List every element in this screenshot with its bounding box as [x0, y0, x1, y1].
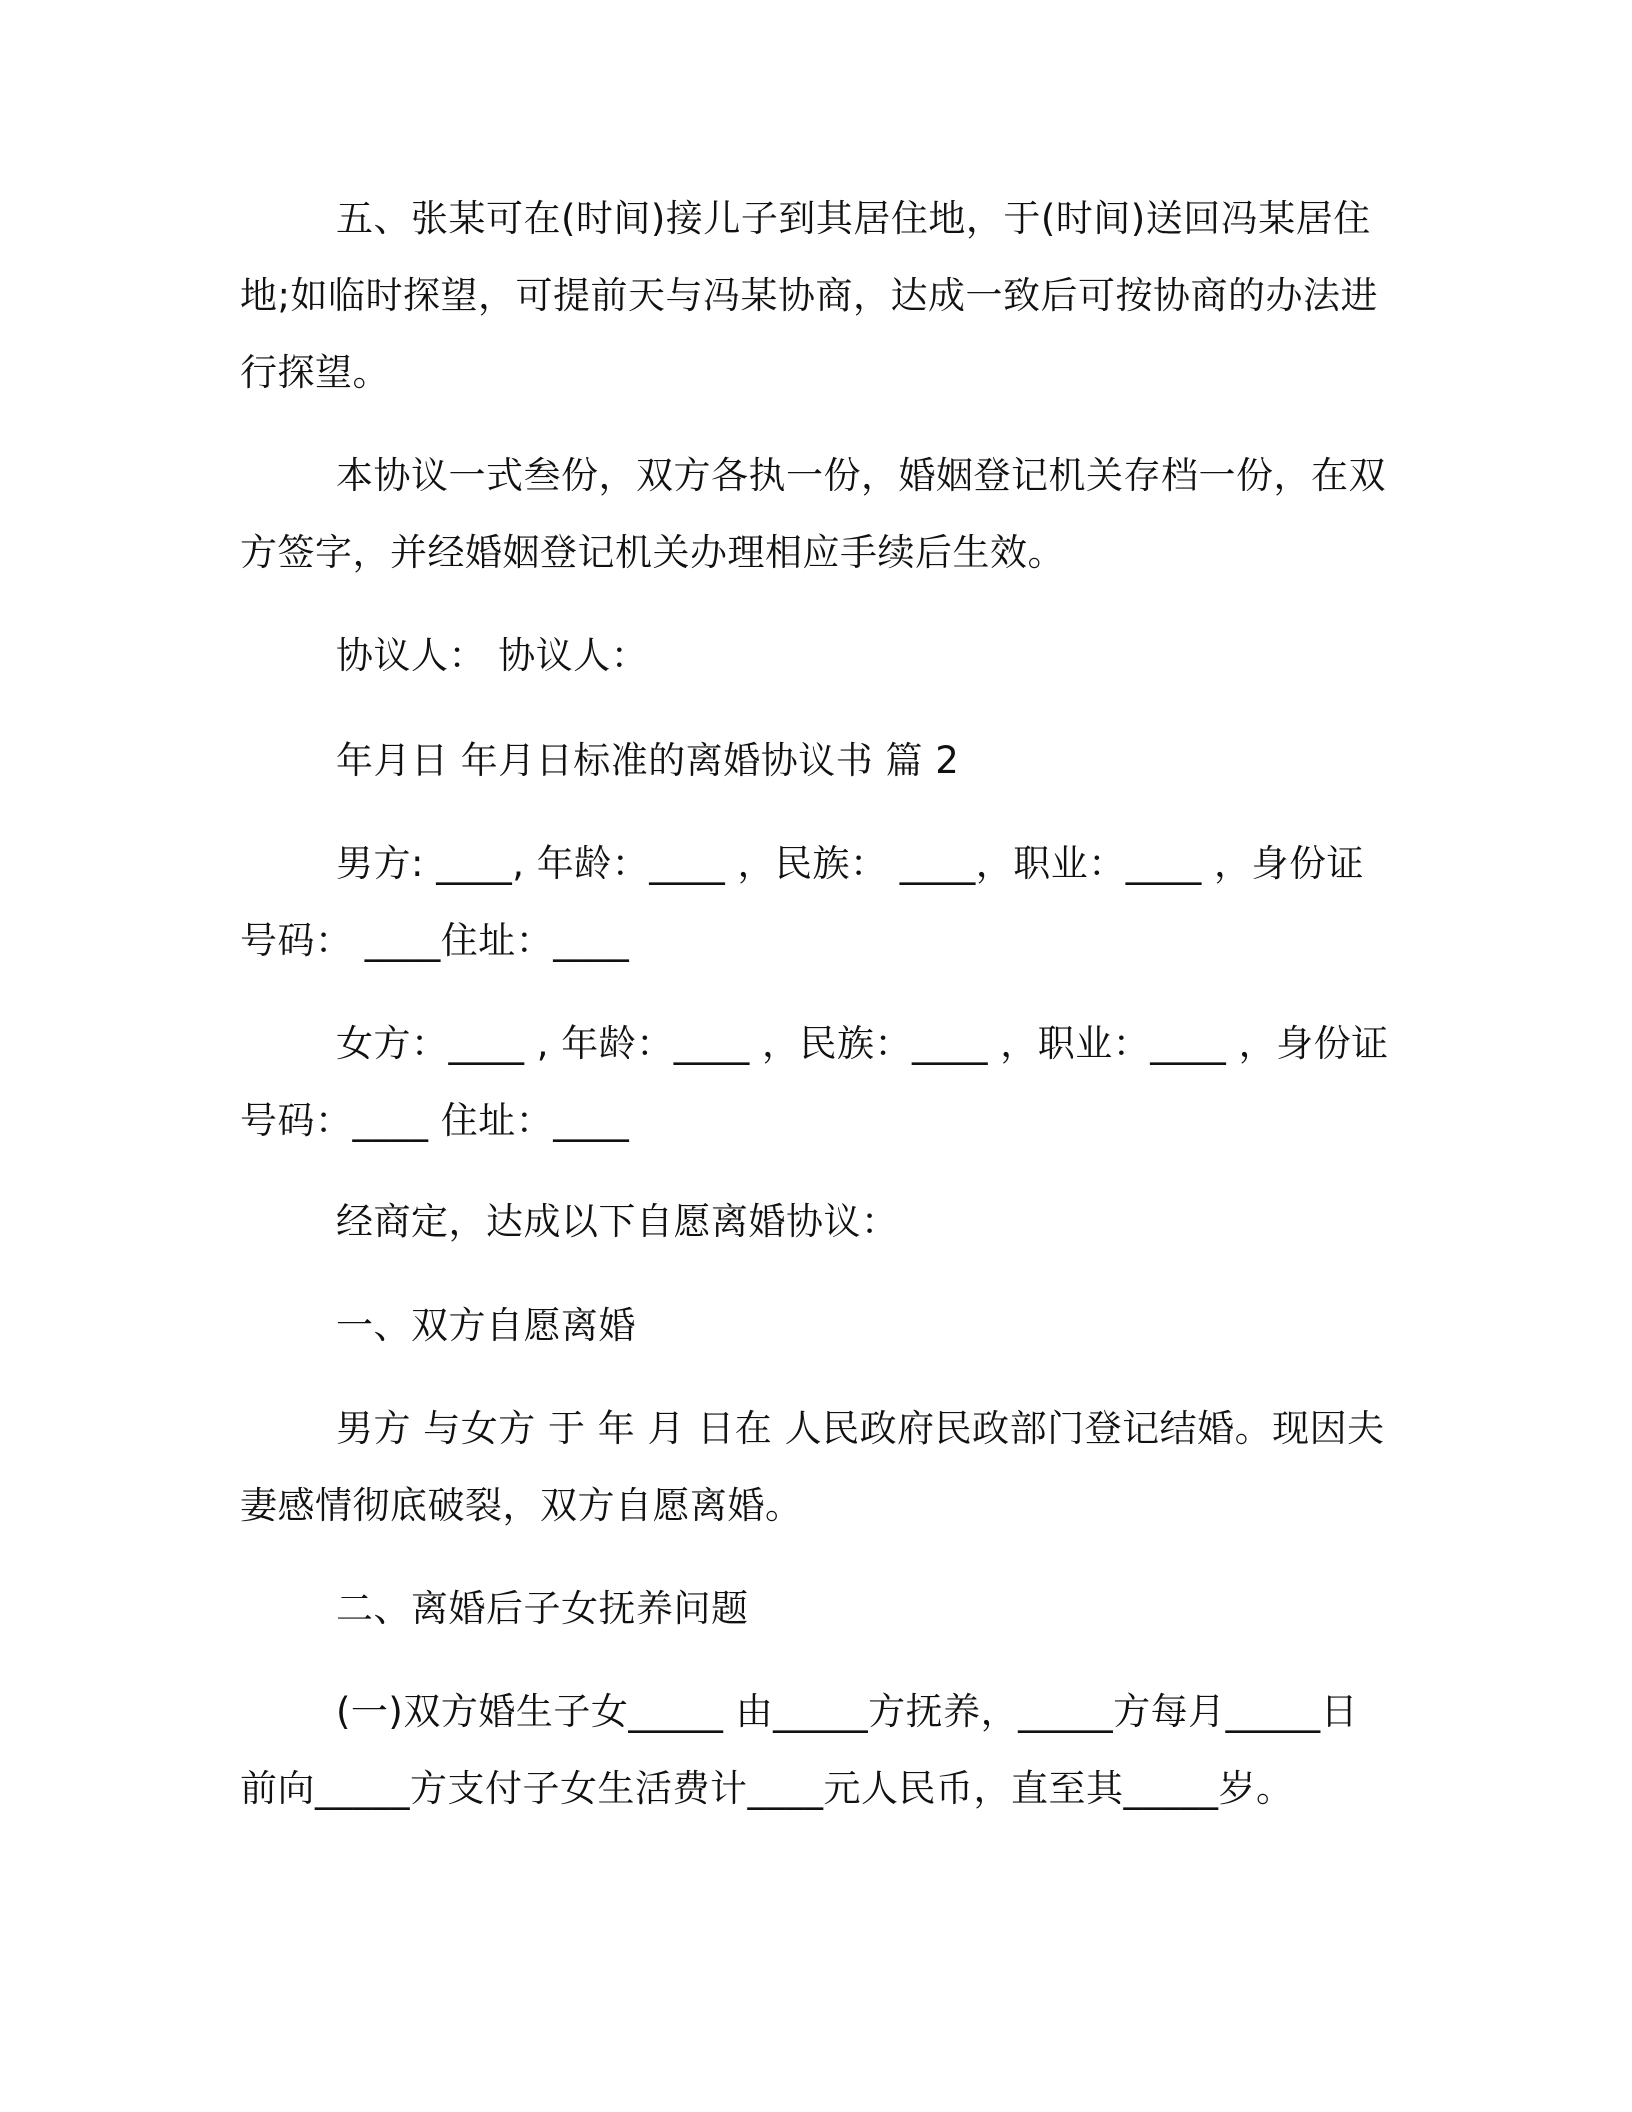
paragraph-signatories: 协议人： 协议人：: [336, 634, 649, 677]
paragraph-marriage-registration: 男方 与女方 于 年 月 日在 人民政府民政部门登记结婚。现因夫妻感情彻底破裂，双方自愿离婚。: [240, 1407, 1385, 1527]
paragraph-male-party-info: 男方: ____, 年龄：____ ，民族： ____，职业：____ ，身份证号码： ____住址：____: [240, 842, 1365, 962]
paragraph-visitation-clause: 五、张某可在(时间)接儿子到其居住地，于(时间)送回冯某居住地;如临时探望，可提前天与冯某协商，达成一致后可按协商的办法进行探望。: [240, 197, 1378, 394]
heading-section-one: 一、双方自愿离婚: [336, 1304, 636, 1347]
paragraph-female-party-info: 女方：____ , 年龄：____ ，民族：____ ，职业：____ ，身份证号码：____ 住址：____: [240, 1022, 1389, 1142]
paragraph-agreement-intro: 经商定，达成以下自愿离婚协议：: [336, 1200, 899, 1243]
heading-section-two: 二、离婚后子女抚养问题: [336, 1587, 749, 1630]
paragraph-date-and-title: 年月日 年月日标准的离婚协议书 篇 2: [336, 739, 960, 782]
paragraph-child-support: (一)双方婚生子女_____ 由_____方抚养，_____方每月_____日前向_____方支付子女生活费计____元人民币，直至其_____岁。: [240, 1690, 1359, 1810]
paragraph-copies-clause: 本协议一式叁份，双方各执一份，婚姻登记机关存档一份，在双方签字，并经婚姻登记机关办理相应手续后生效。: [240, 454, 1386, 574]
